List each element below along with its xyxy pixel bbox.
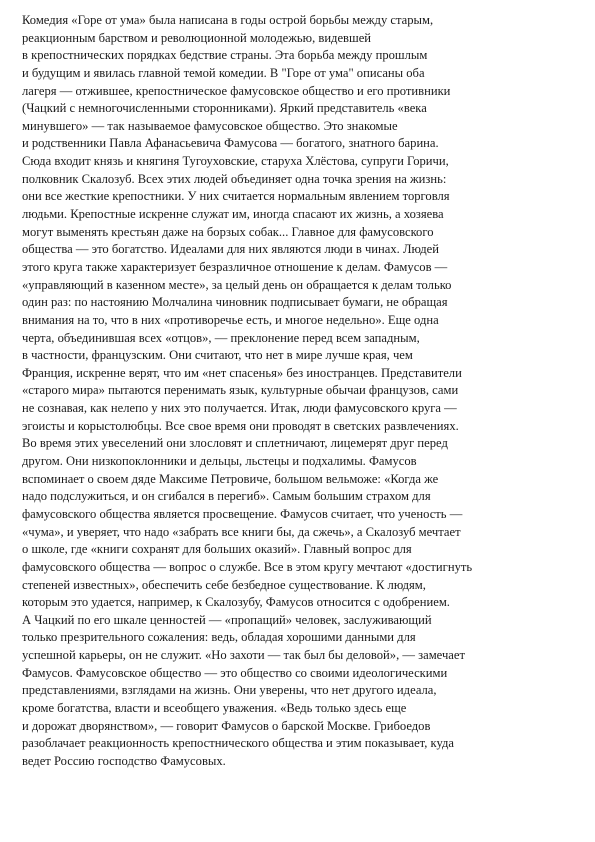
text-line: Фамусов. Фамусовское общество — это общество со своими идеологическими (22, 665, 448, 680)
text-line: Комедия «Горе от ума» была написана в годы острой борьбы между старым, (22, 13, 434, 27)
text-line: и родственники Павла Афанасьевича Фамусова — богатого, знатного барина. (22, 136, 439, 151)
text-line: этого круга также характеризует безразличное отношение к делам. Фамусов — (22, 259, 448, 274)
text-line: и дорожат дворянством», — говорит Фамусов о барской Москве. Грибоедов (22, 718, 431, 733)
text-line: ведет Россию господство Фамусовых. (22, 753, 226, 768)
text-line: «управляющий в казенном месте», за целый день он обращается к делам только (22, 277, 452, 292)
text-line: представлениями, взглядами на жизнь. Они уверены, что нет другого идеала, (22, 683, 437, 698)
text-line: фамусовского общества — вопрос о службе. Все в этом кругу мечтают «достигнуть (22, 559, 473, 574)
text-line: (Чацкий с немногочисленными сторонниками). Яркий представитель «века (22, 101, 427, 116)
text-line: только презрительного сожаления: ведь, обладая хорошими данными для (22, 630, 416, 645)
text-line: лагеря — отжившее, крепостническое фамусовское общество и его противники (22, 83, 451, 98)
text-line: которым это удается, например, к Скалозубу, Фамусов относится с одобрением. (22, 595, 450, 610)
text-line: в частности, французским. Они считают, что нет в мире лучше края, чем (22, 348, 413, 363)
text-line: Сюда входит князь и княгиня Тугоуховские, старуха Хлёстова, супруги Горичи, (22, 154, 449, 169)
text-line: в крепостнических порядках бедствие страны. Эта борьба между прошлым (22, 48, 428, 63)
text-line: о школе, где «книги сохранят для больших оказий». Главный вопрос для (22, 542, 412, 557)
text-line: фамусовского общества является просвещение. Фамусов считает, что ученость — (22, 506, 463, 521)
text-line: внимания на то, что в них «противоречье есть, и многое недельно». Еще одна (22, 312, 439, 327)
text-line: эгоисты и корыстолюбцы. Все свое время они проводят в светских развлечениях. (22, 418, 459, 433)
text-line: реакционным барством и революционной молодежью, видевшей (22, 30, 372, 45)
text-line: не сознавая, как нелепо у них это получается. Итак, люди фамусовского круга — (22, 401, 457, 416)
text-line: людьми. Крепостные искренне служат им, иногда спасают их жизнь, а хозяева (22, 207, 444, 222)
text-line: и будущим и явилась главной темой комедии. В "Горе от ума" описаны оба (22, 65, 425, 80)
text-line: надо подслужиться, и он сгибался в перегиб». Самым большим страхом для (22, 489, 431, 504)
text-line: другом. Они низкопоклонники и дельцы, льстецы и подхалимы. Фамусов (22, 454, 417, 469)
text-line: степеней известных», обеспечить себе безбедное существование. К людям, (22, 577, 426, 592)
text-line: черта, объединившая всех «отцов», — преклонение перед всем западным, (22, 330, 420, 345)
text-line: общества — это богатство. Идеалами для них являются люди в чинах. Людей (22, 242, 439, 257)
text-line: вспоминает о своем дяде Максиме Петровиче, большом вельможе: «Когда же (22, 471, 439, 486)
text-line: разоблачает реакционность крепостнического общества и этим показывает, куда (22, 736, 454, 751)
text-line: полковник Скалозуб. Всех этих людей объединяет одна точка зрения на жизнь: (22, 171, 447, 186)
text-line: кроме богатства, власти и всеобщего уважения. «Ведь только здесь еще (22, 700, 407, 715)
essay-text (22, 12, 582, 771)
text-line: минувшего» — так называемое фамусовское общество. Это знакомые (22, 118, 398, 133)
text-line: успешной карьеры, он не служит. «Но захоти — так был бы деловой», — замечает (22, 648, 465, 663)
text-line: Во время этих увеселений они злословят и сплетничают, лицемерят друг перед (22, 436, 448, 451)
text-line: могут выменять крестьян даже на борзых собак... Главное для фамусовского (22, 224, 434, 239)
text-line: Франция, искренне верят, что им «нет спасенья» без иностранцев. Представители (22, 365, 462, 380)
text-line: «чума», и уверяет, что надо «забрать все книги бы, да сжечь», а Скалозуб мечтает (22, 524, 461, 539)
text-line: А Чацкий по его шкале ценностей — «пропащий» человек, заслуживающий (22, 612, 432, 627)
text-line: один раз: по настоянию Молчалина чиновник подписывает бумаги, не обращая (22, 295, 448, 310)
text-line: они все жесткие крепостники. У них считается нормальным явлением торговля (22, 189, 450, 204)
text-line: «старого мира» пытаются перенимать язык, культурные обычаи французов, сами (22, 383, 459, 398)
